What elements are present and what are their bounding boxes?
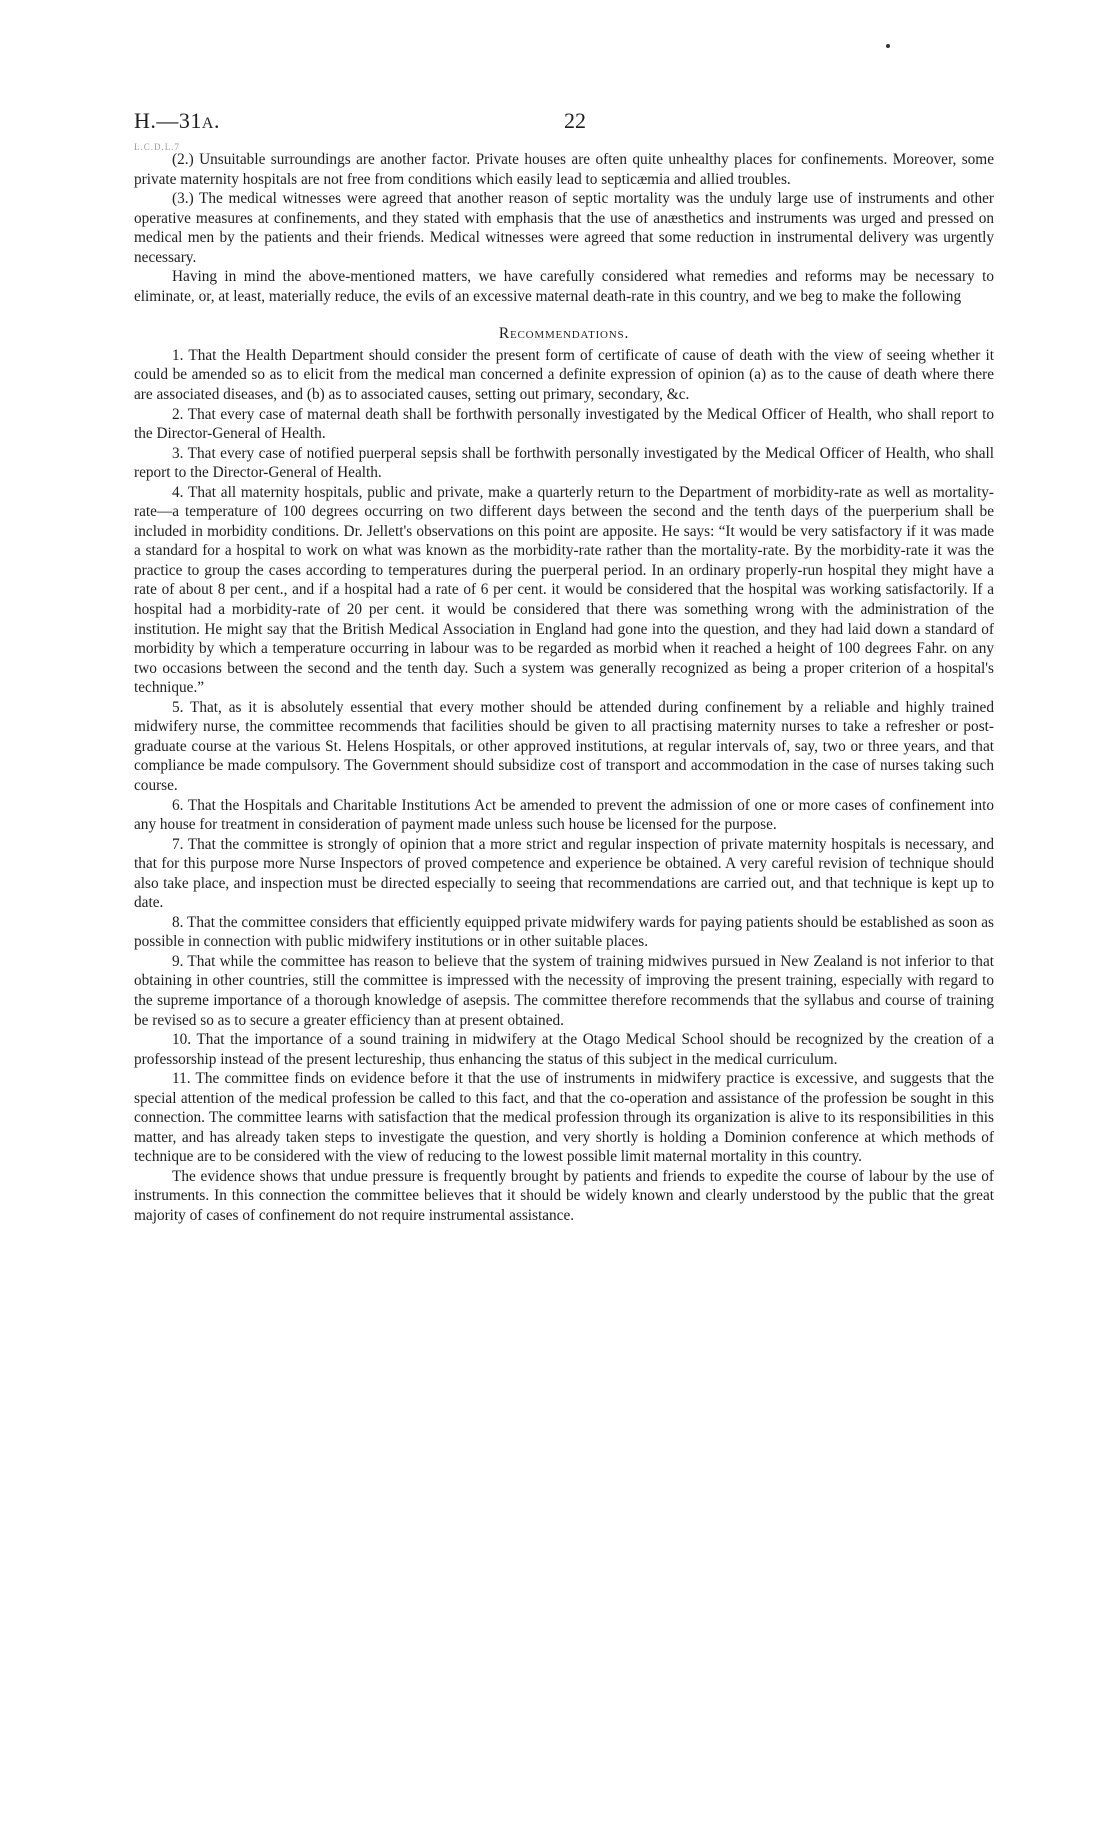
page-number: 22 xyxy=(564,108,586,133)
recommendation-7: 7. That the committee is strongly of opinion that a more strict and regular inspection of private maternity hospitals is necessary, and that for this purpose more Nurse Inspectors of proved competence and experience be obtained. A very careful revision of technique should also take place, and inspection must be directed especially to seeing that recommendations are carried out, and that technique is kept up to date. xyxy=(134,835,994,912)
doc-ref-suffix: A xyxy=(201,115,214,132)
recommendation-4: 4. That all maternity hospitals, public and private, make a quarterly return to the Department of morbidity-rate as well as mortality-rate—a temperature of 100 degrees occurring on two different days between the second and the tenth days of the puerperium shall be included in morbidity conditions. Dr. Jellett's observations on this point are apposite. He says: “It would be very satisfactory if it was made a standard for a hospital to work on what was known as the morbidity-rate rather than the mortality-rate. By the morbidity-rate it was the practice to group the cases according to temperatures during the puerperal period. In an ordinary properly-run hospital they might have a rate of about 8 per cent., and if a hospital had a rate of 6 per cent. it would be considered that the hospital was working satisfactorily. If a hospital had a morbidity-rate of 20 per cent. it would be considered that there was something wrong with the administration of the institution. He might say that the British Medical Association in England had gone into the question, and they had laid down a standard of morbidity by which a temperature occurring in labour was to be regarded as morbid when it reached a height of 100 degrees Fahr. on any two occasions between the second and the tenth day. Such a system was generally recognized as being a proper criterion of a hospital's technique.” xyxy=(134,483,994,697)
recommendation-5: 5. That, as it is absolutely essential that every mother should be attended during confinement by a reliable and highly trained midwifery nurse, the committee recommends that facilities should be given to all practising maternity nurses to take a refresher or post-graduate course at the various St. Helens Hospitals, or other approved institutions, at regular intervals of, say, two or three years, and that compliance be made compulsory. The Government should subsidize cost of transport and accommodation in the case of nurses taking such course. xyxy=(134,698,994,794)
margin-dot xyxy=(886,44,890,48)
recommendation-1: 1. That the Health Department should consider the present form of certificate of cause of death with the view of seeing whether it could be amended so as to elicit from the medical man concerned a definite expression of opinion (a) as to the cause of death where there are associated diseases, and (b) as to associated causes, setting out primary, secondary, &c. xyxy=(134,346,994,404)
recommendation-8: 8. That the committee considers that efficiently equipped private midwifery wards for paying patients should be established as soon as possible in connection with public midwifery institutions or in other suitable places. xyxy=(134,913,994,951)
recommendation-6: 6. That the Hospitals and Charitable Institutions Act be amended to prevent the admission of one or more cases of confinement into any house for treatment in consideration of payment made unless such house be licensed for the purpose. xyxy=(134,796,994,834)
recommendations-heading: Recommendations. xyxy=(498,325,630,343)
recommendation-9: 9. That while the committee has reason to believe that the system of training midwives pursued in New Zealand is not inferior to that obtaining in other countries, still the committee is impressed with the necessity of improving the present training, especially with regard to the supreme importance of a thorough knowledge of asepsis. The committee therefore recommends that the syllabus and course of training be revised so as to secure a greater efficiency than at present obtained. xyxy=(134,952,994,1029)
document-page xyxy=(134,108,994,1226)
doc-ref-dot: . xyxy=(213,108,220,133)
paragraph-unsuitable-surroundings: (2.) Unsuitable surroundings are another factor. Private houses are often quite unhealthy places for confinements. Moreover, some private maternity hospitals are not free from conditions which easily lead to septicæmia and allied troubles. xyxy=(134,151,994,188)
recommendation-2: 2. That every case of maternal death shall be forthwith personally investigated by the Medical Officer of Health, who shall report to the Director-General of Health. xyxy=(134,405,994,443)
recommendation-3: 3. That every case of notified puerperal sepsis shall be forthwith personally investigated by the Medical Officer of Health, who shall report to the Director-General of Health. xyxy=(134,444,994,482)
body-text xyxy=(134,150,994,1226)
library-stamp: L.C.D.L.7 xyxy=(134,142,180,152)
recommendation-10: 10. That the importance of a sound training in midwifery at the Otago Medical School should be recognized by the creation of a professorship instead of the present lectureship, thus enhancing the status of this subject in the medical curriculum. xyxy=(134,1031,994,1068)
recommendation-11: 11. The committee finds on evidence before it that the use of instruments in midwifery practice is excessive, and suggests that the special attention of the medical profession be called to this fact, and that the co-operation and assistance of the profession be sought in this connection. The committee learns with satisfaction that the medical profession through its organization is alive to its responsibilities in this matter, and has already taken steps to investigate the question, and very shortly is holding a Dominion conference at which methods of technique are to be considered with the view of reducing to the lowest possible limit maternal mortality in this country. xyxy=(134,1070,994,1166)
doc-ref-main: H.—31 xyxy=(134,108,202,133)
paragraph-having-in-mind: Having in mind the above-mentioned matters, we have carefully considered what remedies and reforms may be necessary to eliminate, or, at least, materially reduce, the evils of an excessive maternal death-rate in this country, and we beg to make the following xyxy=(134,268,994,305)
paragraph-closing: The evidence shows that undue pressure is frequently brought by patients and friends to expedite the course of labour by the use of instruments. In this connection the committee believes that it should be widely known and clearly understood by the public that the great majority of cases of confinement do not require instrumental assistance. xyxy=(134,1167,994,1224)
paragraph-medical-witnesses: (3.) The medical witnesses were agreed that another reason of septic mortality was the unduly large use of instruments and other operative measures at confinements, and they stated with emphasis that the use of anæsthetics and instruments was urged and pressed on medical men by the patients and their friends. Medical witnesses were agreed that some reduction in instrumental delivery was urgently necessary. xyxy=(134,190,994,266)
document-reference xyxy=(134,108,220,134)
page-header xyxy=(134,108,994,152)
